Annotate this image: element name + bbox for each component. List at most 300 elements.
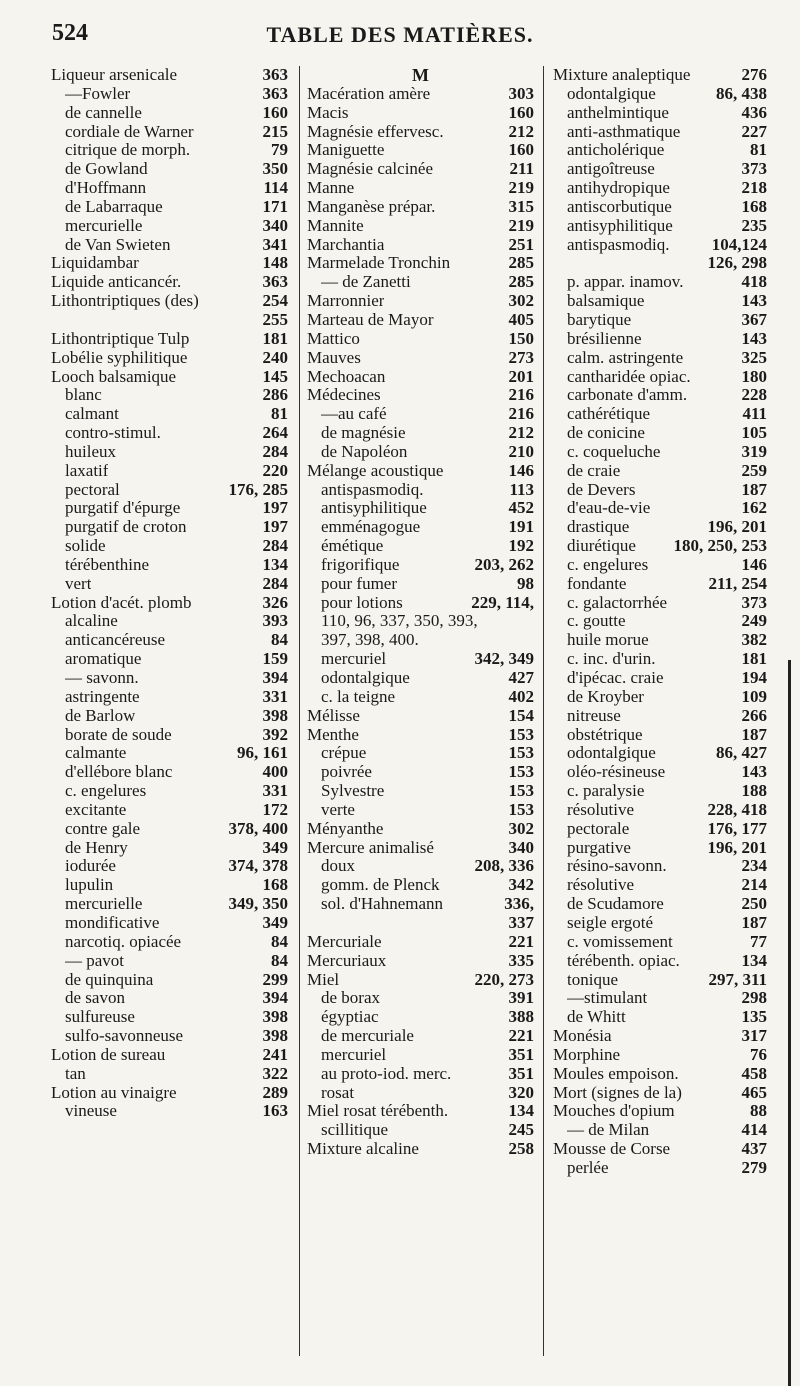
index-entry	[307, 292, 534, 311]
entry-term: antispasmodiq.	[321, 480, 424, 499]
entry-pages: 418	[741, 272, 767, 292]
index-entry	[51, 368, 288, 387]
entry-term: solide	[65, 537, 106, 556]
entry-term: de Scudamore	[567, 895, 664, 914]
entry-term: Lotion au vinaigre	[51, 1083, 177, 1102]
index-entry	[553, 443, 767, 462]
index-entry	[307, 85, 534, 104]
entry-pages: 405	[508, 309, 534, 329]
index-entry	[553, 123, 767, 142]
index-entry	[307, 971, 534, 990]
entry-pages: 373	[741, 592, 767, 612]
index-entry	[307, 537, 534, 556]
entry-term: odontalgique	[321, 669, 410, 687]
entry-pages: 171	[262, 196, 288, 216]
index-entry	[51, 933, 288, 952]
entry-pages: 273	[508, 347, 534, 367]
entry-pages: 228, 418	[707, 799, 767, 819]
entry-pages: 298	[741, 988, 767, 1008]
index-entry	[307, 386, 534, 405]
entry-pages: 367	[741, 309, 767, 329]
entry-term: laxatif	[65, 461, 109, 480]
entry-term: Marteau de Mayor	[307, 310, 434, 329]
index-entry	[307, 481, 534, 500]
index-entry	[307, 782, 534, 801]
index-entry	[553, 311, 767, 330]
entry-term: de Napoléon	[321, 442, 408, 461]
entry-term: résolutive	[567, 876, 635, 895]
index-entry	[553, 273, 767, 292]
entry-pages: 335	[508, 950, 534, 970]
page-edge-shadow	[788, 660, 791, 1386]
entry-pages: 286	[262, 385, 288, 405]
entry-pages: 458	[741, 1063, 767, 1083]
entry-term: iodurée	[65, 857, 116, 876]
entry-term: cantharidée opiac.	[567, 367, 691, 386]
entry-term: pour lotions	[321, 593, 403, 612]
entry-pages: 259	[741, 460, 767, 480]
entry-term: emménagogue	[321, 518, 421, 537]
index-entry	[553, 839, 767, 858]
entry-pages: 172	[262, 799, 288, 819]
entry-pages: 302	[508, 818, 534, 838]
entry-pages: 176, 285	[228, 479, 288, 499]
entry-term: contro-stimul.	[65, 424, 161, 443]
entry-term: barytique	[567, 310, 632, 329]
entry-term: — de Zanetti	[321, 273, 411, 292]
index-entry	[51, 217, 288, 236]
entry-pages: 351	[508, 1044, 534, 1064]
index-entry	[307, 726, 534, 745]
index-entry	[307, 707, 534, 726]
entry-pages: 160	[262, 102, 288, 122]
entry-pages: 331	[262, 781, 288, 801]
entry-pages: 134	[741, 950, 767, 970]
index-entry	[307, 952, 534, 971]
entry-term: sulfo-savonneuse	[65, 1027, 184, 1046]
entry-pages: 363	[262, 83, 288, 103]
index-entry	[51, 650, 288, 669]
index-entry	[307, 368, 534, 387]
index-entry	[51, 952, 288, 971]
entry-pages: 392	[262, 724, 288, 744]
entry-pages: 211, 254	[708, 573, 767, 593]
index-entry	[307, 933, 534, 952]
entry-term: borate de soude	[65, 725, 172, 744]
index-entry	[307, 349, 534, 368]
column-divider	[543, 66, 544, 1356]
index-entry	[553, 556, 767, 575]
index-entry	[307, 801, 534, 820]
index-entry	[51, 104, 288, 123]
index-entry	[553, 594, 767, 613]
entry-term: pectoral	[65, 480, 120, 499]
index-entry	[51, 66, 288, 85]
entry-pages: 114	[263, 178, 288, 198]
index-entry	[51, 782, 288, 801]
entry-pages: 212	[508, 121, 534, 141]
entry-pages: 349	[262, 837, 288, 857]
entry-term: mondificative	[65, 913, 160, 932]
entry-pages: 153	[508, 762, 534, 782]
entry-pages: 350	[262, 159, 288, 179]
index-entry	[51, 726, 288, 745]
entry-term: frigorifique	[321, 555, 400, 574]
entry-term: anticancéreuse	[65, 631, 166, 650]
entry-pages: 320	[508, 1082, 534, 1102]
index-entry	[307, 160, 534, 179]
index-entry	[553, 1140, 767, 1159]
entry-term: égyptiac	[321, 1008, 379, 1027]
entry-term: d'ellébore blanc	[65, 763, 173, 782]
index-entry	[307, 1121, 534, 1140]
index-entry	[553, 857, 767, 876]
entry-term: Manne	[307, 179, 355, 198]
index-entry	[307, 424, 534, 443]
index-entry	[51, 1046, 288, 1065]
index-entry	[51, 311, 288, 330]
entry-pages: 284	[262, 536, 288, 556]
entry-pages: 211	[509, 159, 534, 179]
entry-pages: 264	[262, 423, 288, 443]
index-entry	[51, 895, 288, 914]
index-entry	[51, 462, 288, 481]
entry-pages: 279	[741, 1157, 767, 1177]
index-entry	[553, 1121, 767, 1140]
entry-pages: 143	[741, 762, 767, 782]
entry-pages: 322	[262, 1063, 288, 1083]
index-entry	[553, 160, 767, 179]
entry-pages: 187	[741, 912, 767, 932]
entry-term: antihydropique	[567, 179, 670, 198]
entry-pages: 341	[262, 234, 288, 254]
entry-term: de craie	[567, 461, 621, 480]
entry-pages: 197	[262, 517, 288, 537]
index-entry	[51, 254, 288, 273]
entry-term: p. appar. inamov.	[567, 273, 684, 292]
entry-pages: 342	[508, 875, 534, 895]
page-number: 524	[52, 20, 88, 46]
index-entry	[51, 857, 288, 876]
entry-term: doux	[321, 857, 355, 876]
entry-term: gomm. de Plenck	[321, 876, 440, 895]
entry-term: c. goutte	[567, 612, 626, 631]
entry-pages: 203, 262	[474, 554, 534, 574]
entry-term: c. engelures	[65, 782, 147, 801]
entry-term: — pavot	[65, 951, 125, 970]
entry-term: pour fumer	[321, 574, 398, 593]
entry-pages: 86, 427	[716, 743, 767, 763]
entry-pages: 235	[741, 215, 767, 235]
entry-term: obstétrique	[567, 725, 643, 744]
index-entry	[553, 481, 767, 500]
entry-pages: 146	[508, 460, 534, 480]
entry-term: c. inc. d'urin.	[567, 650, 656, 669]
entry-term: odontalgique	[567, 744, 656, 763]
index-entry	[307, 744, 534, 763]
index-entry	[553, 763, 767, 782]
index-entry	[51, 707, 288, 726]
entry-term: drastique	[567, 518, 630, 537]
index-entry	[51, 273, 288, 292]
index-entry	[51, 594, 288, 613]
entry-term: Mélange acoustique	[307, 461, 444, 480]
entry-term: de Kroyber	[567, 687, 644, 706]
entry-pages: 411	[742, 404, 767, 424]
index-entry	[553, 292, 767, 311]
entry-term: anticholérique	[567, 141, 665, 160]
index-entry	[307, 405, 534, 424]
entry-pages: 188	[741, 781, 767, 801]
entry-term: aromatique	[65, 650, 142, 669]
index-entry	[307, 499, 534, 518]
entry-pages: 126, 298	[707, 253, 767, 273]
index-entry	[51, 1008, 288, 1027]
entry-pages: 210	[508, 441, 534, 461]
entry-term: antisyphilitique	[321, 499, 427, 518]
entry-pages: 168	[741, 196, 767, 216]
entry-term: Macis	[307, 103, 349, 122]
index-entry	[553, 575, 767, 594]
entry-pages: 81	[271, 404, 288, 424]
entry-term: térébenth. opiac.	[567, 951, 680, 970]
index-entry	[307, 518, 534, 537]
entry-pages: 150	[508, 328, 534, 348]
entry-term: résino-savonn.	[567, 857, 667, 876]
entry-pages: 219	[508, 215, 534, 235]
entry-pages: 414	[741, 1120, 767, 1140]
index-entry	[307, 1008, 534, 1027]
index-entry	[51, 141, 288, 160]
entry-pages: 160	[508, 140, 534, 160]
entry-term: de cannelle	[65, 103, 142, 122]
entry-term: c. engelures	[567, 555, 649, 574]
entry-term: scillitique	[321, 1121, 389, 1140]
entry-pages: 363	[262, 272, 288, 292]
entry-pages: 135	[741, 1007, 767, 1027]
entry-pages: 220, 273	[474, 969, 534, 989]
entry-pages: 284	[262, 573, 288, 593]
index-entry	[51, 481, 288, 500]
entry-term: Sylvestre	[321, 782, 385, 801]
entry-pages: 201	[508, 366, 534, 386]
index-entry	[553, 1084, 767, 1103]
entry-term: Maniguette	[307, 141, 385, 160]
entry-term: Liquidambar	[51, 254, 139, 273]
entry-term: carbonate d'amm.	[567, 386, 688, 405]
entry-pages: 340	[508, 837, 534, 857]
entry-term: pectorale	[567, 819, 630, 838]
section-letter: M	[412, 65, 429, 85]
index-entry	[553, 499, 767, 518]
entry-term: — savonn.	[65, 669, 139, 687]
entry-term: de Whitt	[567, 1008, 626, 1027]
index-entry	[553, 368, 767, 387]
entry-term: cordiale de Warner	[65, 122, 194, 141]
entry-term: Lithontriptiques (des)	[51, 292, 199, 311]
entry-pages: 79	[271, 140, 288, 160]
entry-pages: 326	[262, 592, 288, 612]
entry-pages: 208, 336	[474, 856, 534, 876]
entry-pages: 241	[262, 1044, 288, 1064]
index-entry	[307, 1027, 534, 1046]
entry-term: poivrée	[321, 763, 372, 782]
entry-term: tonique	[567, 970, 618, 989]
entry-term: de Gowland	[65, 160, 148, 179]
entry-pages: 84	[271, 950, 288, 970]
entry-pages: 378, 400	[228, 818, 288, 838]
entry-term: Mauves	[307, 348, 361, 367]
entry-term: Magnésie calcinée	[307, 160, 434, 179]
entry-term: d'eau-de-vie	[567, 499, 651, 518]
entry-pages: 398	[262, 1026, 288, 1046]
entry-pages: 96, 161	[237, 743, 288, 763]
index-entry	[51, 763, 288, 782]
entry-term: Mercuriale	[307, 932, 382, 951]
entry-term: Looch balsamique	[51, 367, 177, 386]
entry-term: blanc	[65, 386, 102, 405]
index-entry	[51, 349, 288, 368]
entry-term: huile morue	[567, 631, 649, 650]
index-entry	[51, 424, 288, 443]
index-entry	[307, 669, 534, 688]
entry-pages: 427	[508, 668, 534, 687]
index-entry	[553, 631, 767, 650]
entry-term: d'ipécac. craie	[567, 669, 664, 687]
entry-term: Manganèse prépar.	[307, 197, 436, 216]
entry-pages: 218	[741, 178, 767, 198]
entry-term: de borax	[321, 989, 381, 1008]
entry-term: Liquide anticancér.	[51, 273, 182, 292]
entry-term: Mélisse	[307, 706, 360, 725]
index-entry	[307, 123, 534, 142]
entry-pages: 148	[262, 253, 288, 273]
entry-pages: 163	[262, 1101, 288, 1121]
entry-pages: 160	[508, 102, 534, 122]
index-entry	[51, 876, 288, 895]
entry-pages: 255	[262, 309, 288, 329]
entry-pages: 76	[750, 1044, 767, 1064]
entry-pages: 162	[741, 498, 767, 518]
entry-pages: 187	[741, 724, 767, 744]
entry-pages: 452	[508, 498, 534, 518]
index-entry	[307, 236, 534, 255]
entry-term: rosat	[321, 1083, 355, 1102]
index-entry	[51, 405, 288, 424]
entry-pages: 143	[741, 328, 767, 348]
index-entry	[553, 707, 767, 726]
entry-pages: 215	[262, 121, 288, 141]
entry-pages: 146	[741, 554, 767, 574]
entry-pages: 331	[262, 686, 288, 706]
entry-term: Menthe	[307, 725, 359, 744]
entry-term: Mercuriaux	[307, 951, 387, 970]
index-entry	[553, 801, 767, 820]
entry-pages: 342, 349	[474, 649, 534, 669]
entry-term: Mousse de Corse	[553, 1140, 671, 1159]
entry-pages: 227	[741, 121, 767, 141]
entry-term: sulfureuse	[65, 1008, 135, 1027]
index-entry	[51, 744, 288, 763]
entry-pages: 436	[741, 102, 767, 122]
index-entry	[307, 989, 534, 1008]
entry-term: Mouches d'opium	[553, 1102, 675, 1121]
entry-pages: 297, 311	[708, 969, 767, 989]
entry-pages: 88	[750, 1101, 767, 1121]
entry-pages: 388	[508, 1007, 534, 1027]
index-entry	[307, 575, 534, 594]
entry-pages: 249	[741, 611, 767, 631]
index-entry	[51, 85, 288, 104]
entry-term: calmante	[65, 744, 127, 763]
entry-pages: 234	[741, 856, 767, 876]
index-entry	[307, 650, 534, 669]
entry-term: cathérétique	[567, 405, 651, 424]
entry-pages: 400	[262, 762, 288, 782]
index-entry	[307, 217, 534, 236]
index-entry	[307, 104, 534, 123]
index-entry	[307, 198, 534, 217]
index-entry	[307, 688, 534, 707]
entry-term: calm. astringente	[567, 348, 684, 367]
entry-term: de Labarraque	[65, 197, 163, 216]
entry-term: Mercure animalisé	[307, 838, 434, 857]
entry-pages: 245	[508, 1120, 534, 1140]
entry-term: sol. d'Hahnemann	[321, 895, 444, 914]
entry-term: de Barlow	[65, 706, 136, 725]
entry-term: Miel	[307, 970, 340, 989]
index-entry	[553, 386, 767, 405]
index-entry	[51, 499, 288, 518]
index-entry	[51, 386, 288, 405]
entry-pages: 284	[262, 441, 288, 461]
entry-term: Miel rosat térébenth.	[307, 1102, 449, 1121]
entry-term: Mixture alcaline	[307, 1140, 419, 1159]
entry-pages: 336,	[504, 894, 534, 914]
entry-pages: 194	[741, 668, 767, 687]
entry-pages: 315	[508, 196, 534, 216]
index-entry	[307, 1084, 534, 1103]
entry-term: purgatif d'épurge	[65, 499, 181, 518]
entry-term: oléo-résineuse	[567, 763, 666, 782]
entry-term: Marchantia	[307, 235, 385, 254]
index-entry	[51, 330, 288, 349]
entry-term: Mannite	[307, 216, 364, 235]
index-entry	[553, 688, 767, 707]
index-entry	[553, 820, 767, 839]
entry-pages: 373	[741, 159, 767, 179]
entry-pages: 437	[741, 1139, 767, 1159]
index-entry	[51, 537, 288, 556]
entry-pages: 337	[508, 912, 534, 932]
entry-pages: 214	[741, 875, 767, 895]
index-entry	[553, 895, 767, 914]
entry-term: Mort (signes de la)	[553, 1083, 682, 1102]
index-entry	[307, 1046, 534, 1065]
entry-term: c. paralysie	[567, 782, 645, 801]
index-entry	[553, 952, 767, 971]
index-entry	[307, 820, 534, 839]
entry-pages: 81	[750, 140, 767, 160]
index-entry	[553, 726, 767, 745]
entry-term: diurétique	[567, 537, 636, 556]
entry-pages: 216	[508, 404, 534, 424]
entry-term: Mixture analeptique	[553, 66, 691, 84]
index-entry	[51, 556, 288, 575]
entry-pages: 258	[508, 1139, 534, 1159]
entry-term: anthelmintique	[567, 103, 669, 122]
index-entry	[553, 876, 767, 895]
